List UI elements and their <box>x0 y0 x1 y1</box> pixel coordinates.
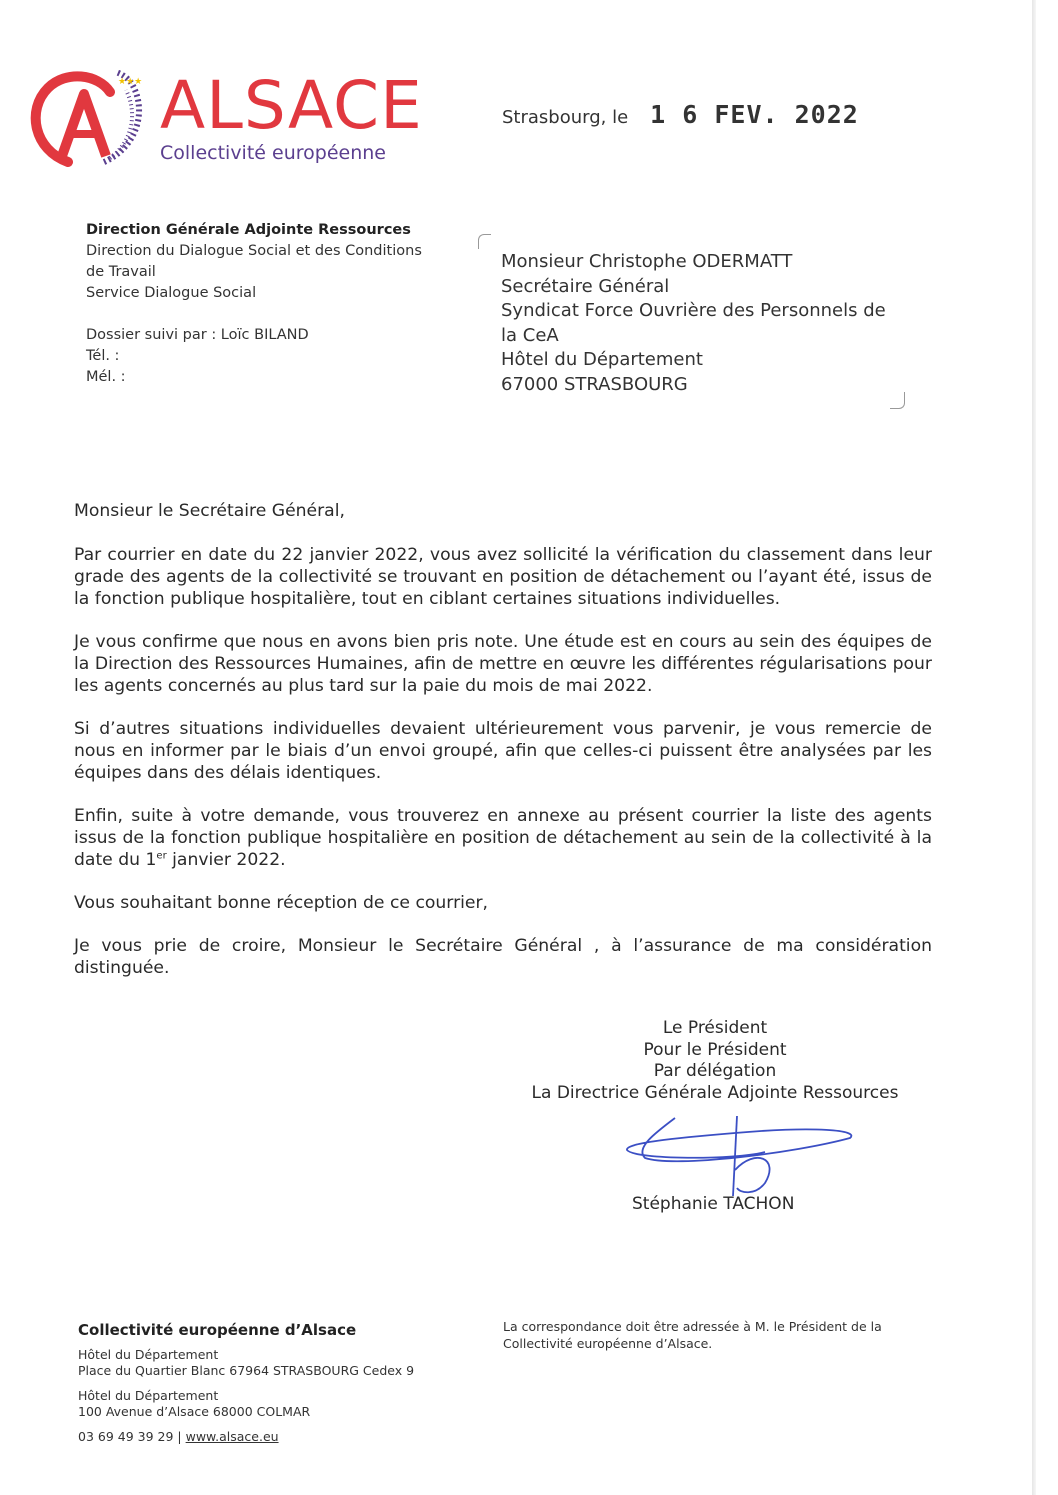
address-window-corner-top <box>478 234 491 249</box>
sender-block <box>86 220 436 388</box>
date-place: Strasbourg, le <box>502 107 629 128</box>
recipient-building: Hôtel du Département <box>501 349 703 370</box>
footer-correspondence-note: La correspondance doit être adressée à M. le Président de la Collectivité européenne d’Alsace. <box>503 1319 882 1351</box>
recipient-title: Secrétaire Général <box>501 275 670 297</box>
dateline <box>502 100 859 129</box>
date-stamp: 1 6 FEV. 2022 <box>650 100 859 129</box>
sign-line-director: La Directrice Générale Adjointe Ressources <box>531 1082 899 1103</box>
footer-org-name: Collectivité européenne d’Alsace <box>78 1321 357 1339</box>
svg-text:★★★: ★★★ <box>118 77 143 87</box>
sender-directorate: Direction du Dialogue Social et des Conditions de Travail <box>86 243 422 280</box>
signer-name: Stéphanie TACHON <box>632 1194 795 1214</box>
footer-separator: | <box>173 1429 186 1444</box>
sender-department: Direction Générale Adjointe Ressources <box>86 222 411 238</box>
footer-contact <box>78 1322 458 1445</box>
alsace-emblem-icon <box>26 70 151 170</box>
sign-line-president: Le Président <box>662 1018 768 1038</box>
sender-followed-by: Dossier suivi par : Loïc BILAND <box>86 327 309 343</box>
letter-paragraph-2: Je vous confirme que nous en avons bien pris note. Une étude est en cours au sein des équipes de la Direction des Ressources Humaines, afin de mettre en œuvre les différentes régularisations pour les agents concernés au plus tard sur la paie du mois de mai 2022. <box>74 632 932 696</box>
recipient-city: 67000 STRASBOURG <box>501 373 688 395</box>
sender-email-label: Mél. : <box>86 369 126 385</box>
handwritten-signature-icon <box>615 1108 865 1198</box>
letter-body <box>74 500 932 1000</box>
footer-address-1-street: Place du Quartier Blanc 67964 STRASBOURG Cedex 9 <box>78 1363 415 1378</box>
paragraph-4-ordinal: er <box>156 850 167 862</box>
footer-address-2-street: 100 Avenue d’Alsace 68000 COLMAR <box>78 1404 311 1419</box>
sign-line-for-president: Pour le Président <box>643 1039 787 1060</box>
letter-paragraph-3: Si d’autres situations individuelles devaient ultérieurement vous parvenir, je vous remercie de nous en informer par le biais d’un envoi groupé, afin que celles-ci puissent être analysées par les équipes dans des délais identiques. <box>74 719 932 783</box>
sign-line-delegation: Par délégation <box>653 1061 777 1081</box>
sender-service: Service Dialogue Social <box>86 285 257 301</box>
footer-address-1-building: Hôtel du Département <box>78 1347 219 1362</box>
letter-closing: Je vous prie de croire, Monsieur le Secrétaire Général , à l’assurance de ma considération distinguée. <box>74 936 932 978</box>
footer-website-link[interactable]: www.alsace.eu <box>185 1429 279 1444</box>
letter-paragraph-5: Vous souhaitant bonne réception de ce courrier, <box>74 893 489 913</box>
paragraph-4-main: Enfin, suite à votre demande, vous trouverez en annexe au présent courrier la liste des agents issus de la fonction publique hospitalière en position de détachement au sein de la collectivité à la date du 1 <box>74 806 932 870</box>
footer-address-2-building: Hôtel du Département <box>78 1388 219 1403</box>
logo-subtitle: Collectivité européenne <box>160 142 386 164</box>
address-window-corner-bottom <box>890 392 905 409</box>
footer-phone: 03 69 49 39 29 <box>78 1429 174 1444</box>
sender-phone-label: Tél. : <box>86 348 120 364</box>
recipient-block <box>501 250 901 397</box>
page-edge-shadow <box>1032 0 1036 1495</box>
recipient-organization: Syndicat Force Ouvrière des Personnels de la CeA <box>501 300 886 346</box>
letter-paragraph-4 <box>74 805 932 871</box>
signature-block <box>510 1018 920 1104</box>
logo-wordmark: ALSACE <box>160 67 423 144</box>
letter-paragraph-1: Par courrier en date du 22 janvier 2022, vous avez sollicité la vérification du classement dans leur grade des agents de la collectivité se trouvant en position de détachement ou l’ayant été, issus de la fonction publique hospitalière, tout en ciblant certaines situations individuelles. <box>74 545 932 609</box>
paragraph-4-end: janvier 2022. <box>166 850 286 870</box>
letter-salutation: Monsieur le Secrétaire Général, <box>74 501 345 521</box>
recipient-name: Monsieur Christophe ODERMATT <box>501 251 793 272</box>
alsace-logo <box>26 67 423 170</box>
